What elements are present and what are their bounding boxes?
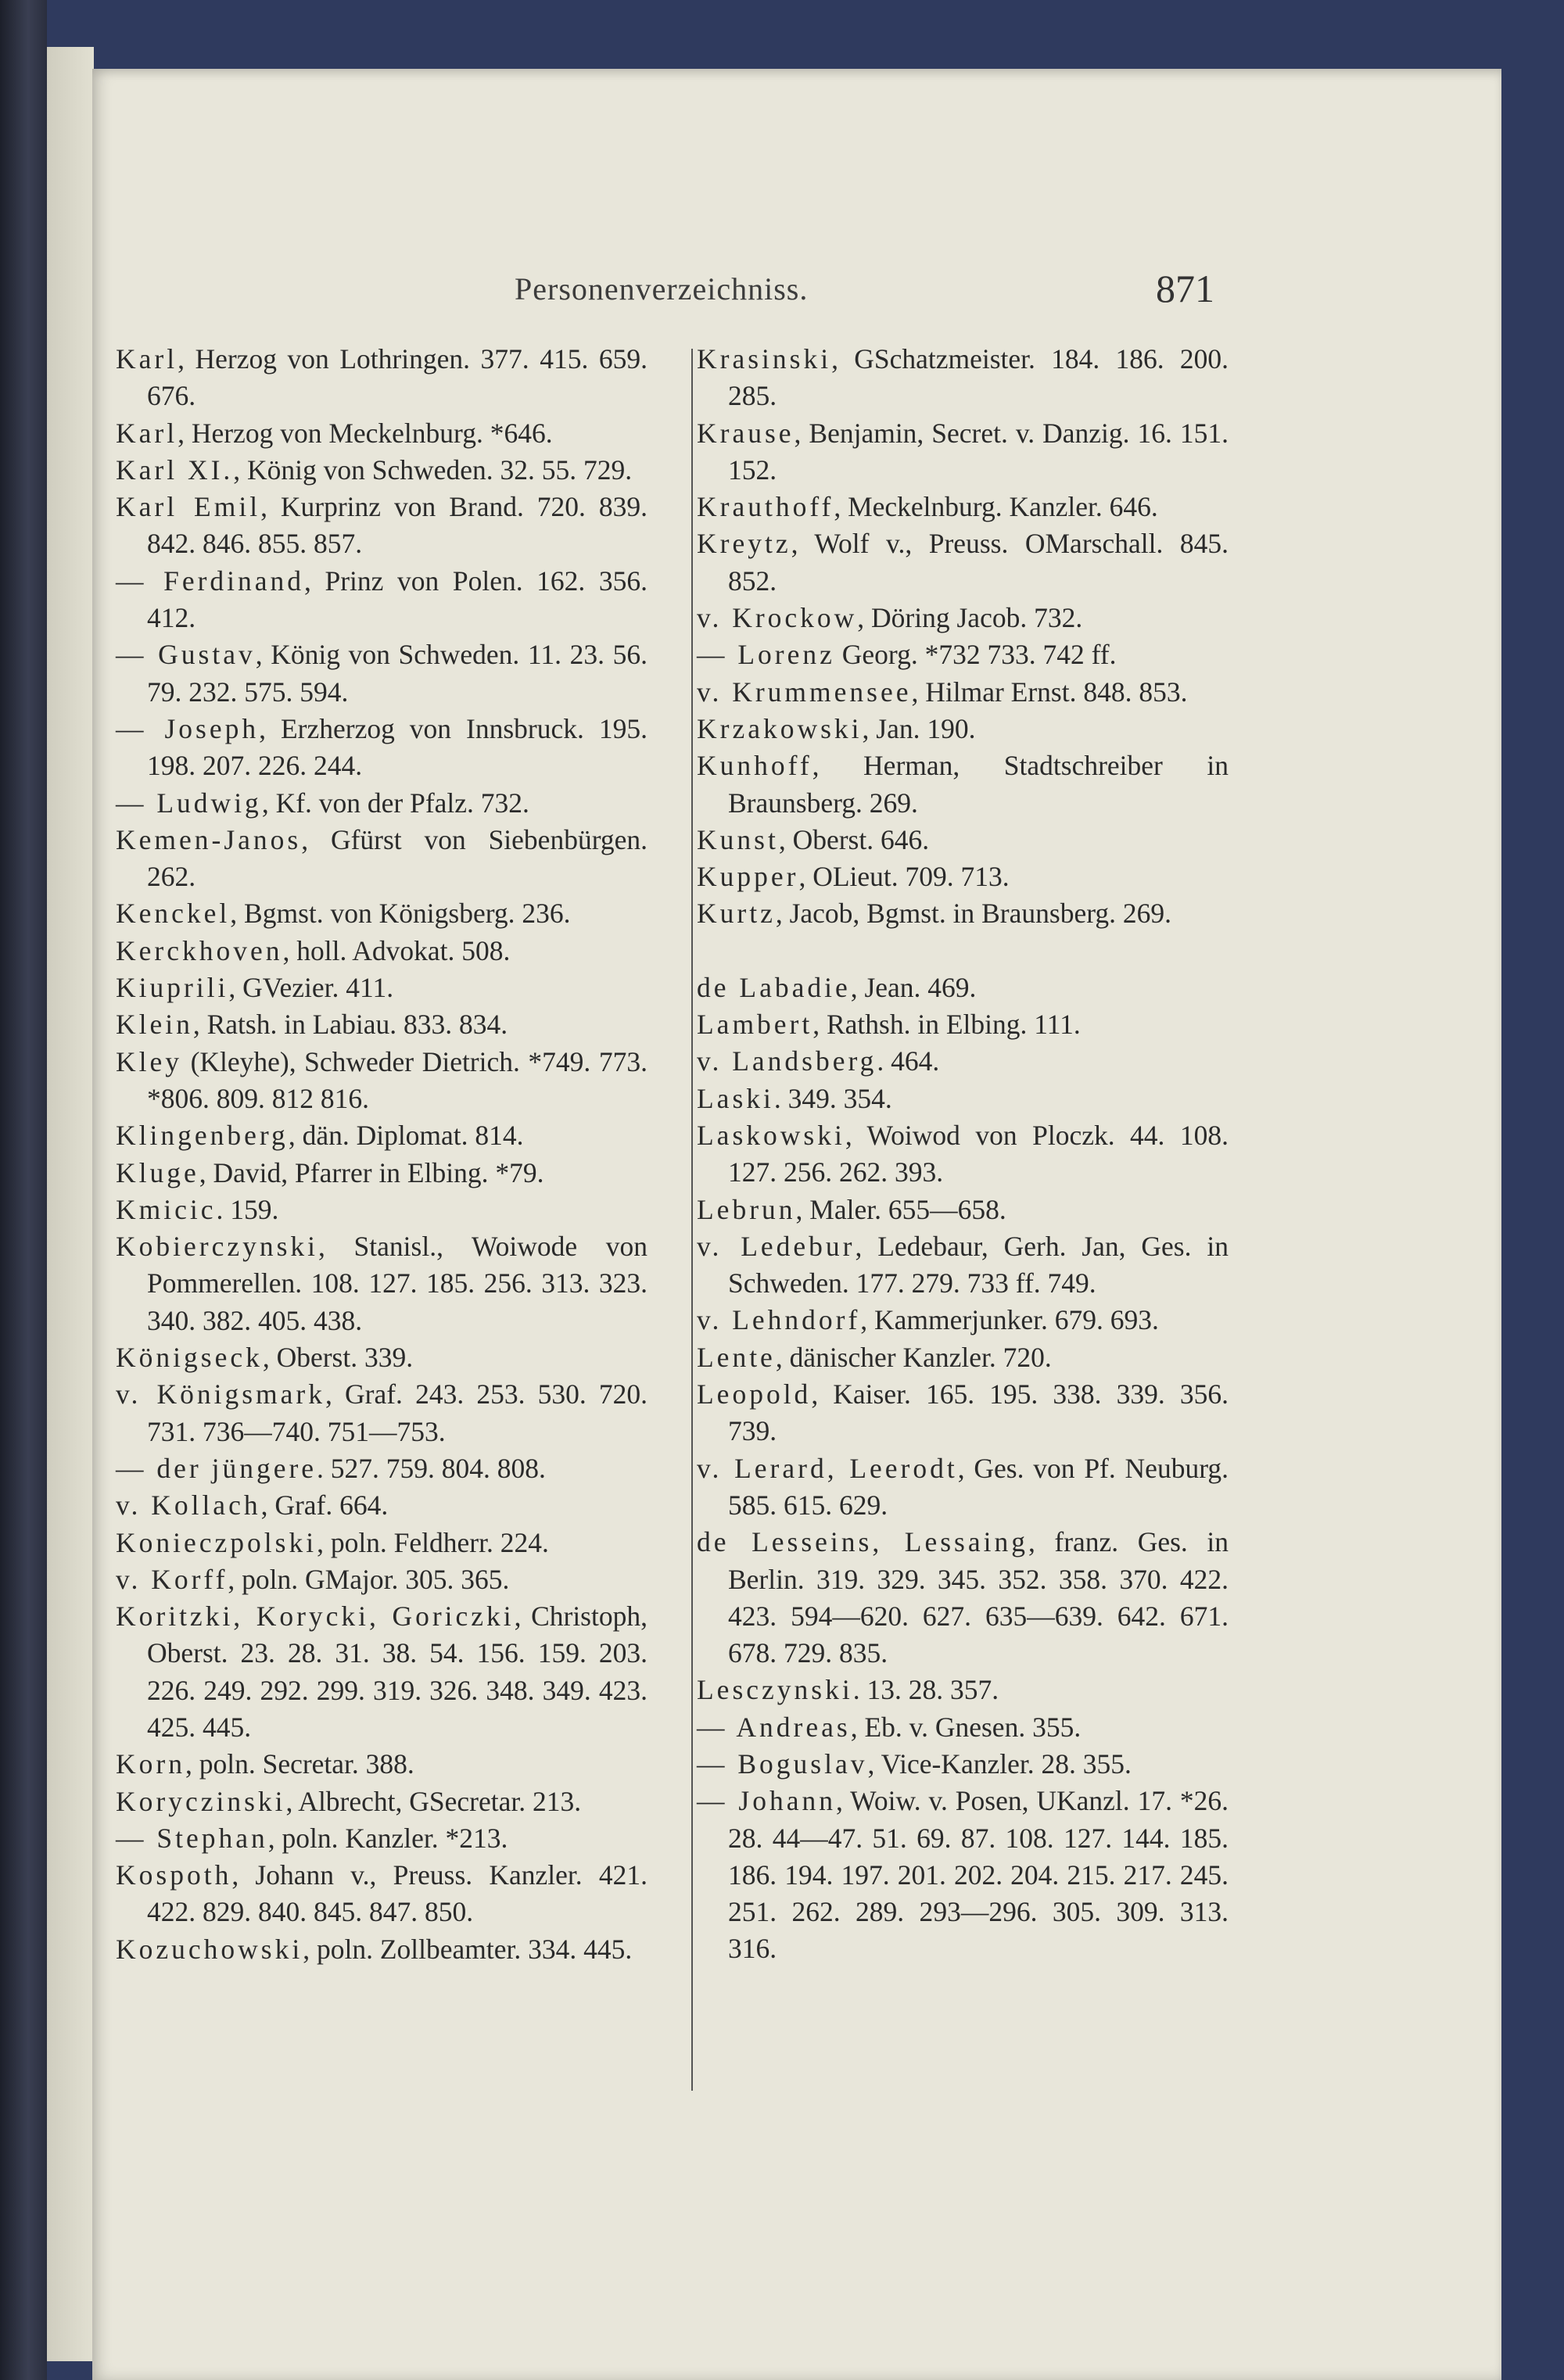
index-entry	[697, 341, 1229, 415]
entry-name: Kurtz	[697, 898, 776, 930]
entry-name: Kemen-Janos	[116, 823, 302, 855]
index-entry	[697, 674, 1229, 711]
entry-name: Kley	[116, 1045, 183, 1077]
index-entry	[697, 1746, 1229, 1783]
index-entry	[116, 1783, 647, 1820]
entry-detail: , GSchatzmeister. 184. 186. 200. 285.	[728, 343, 1229, 412]
entry-detail: , Jacob, Bgmst. in Braunsberg. 269.	[775, 898, 1172, 930]
index-entry	[116, 1487, 647, 1524]
index-column-left	[116, 341, 647, 1968]
entry-name: v. Lehndorf	[697, 1304, 861, 1336]
entry-name: Krzakowski	[697, 712, 863, 744]
entry-name: Krause	[697, 417, 795, 449]
entry-name: — Joseph	[116, 712, 260, 744]
entry-name: Lambert	[697, 1009, 813, 1041]
entry-name: Koritzki, Korycki, Goriczki	[116, 1600, 515, 1633]
entry-detail: , Meckelnburg. Kanzler. 646.	[834, 491, 1158, 523]
entry-name: Karl XI.	[116, 453, 234, 486]
index-entry	[116, 822, 647, 896]
entry-name: Lesczynski	[697, 1674, 853, 1706]
entry-name: v. Krockow	[697, 602, 858, 634]
entry-name: — Johann	[697, 1785, 836, 1817]
page-number: 871	[1156, 267, 1214, 310]
entry-detail: , Gfürst von Siebenbürgen. 262.	[147, 823, 647, 893]
index-entry	[116, 636, 647, 711]
entry-detail: , Wolf v., Preuss. OMarschall. 845. 852.	[728, 528, 1229, 597]
book-page	[92, 69, 1501, 2380]
entry-detail: , Prinz von Polen. 162. 356. 412.	[147, 565, 647, 634]
index-entry	[697, 858, 1229, 895]
index-column-right	[697, 341, 1229, 1968]
entry-detail: , Döring Jacob. 732.	[857, 602, 1083, 634]
entry-detail: , Kf. von der Pfalz. 732.	[261, 787, 529, 819]
entry-name: Klingenberg	[116, 1120, 289, 1152]
index-entry	[697, 747, 1229, 822]
index-entry	[697, 415, 1229, 489]
previous-page-edge	[47, 47, 94, 2361]
entry-detail: , Stanisl., Woiwode von Pommerellen. 108. 127. 185. 256. 313. 323. 340. 382. 405. 438.	[147, 1231, 647, 1336]
entry-detail: , Kaiser. 165. 195. 338. 339. 356. 739.	[728, 1378, 1229, 1447]
page-header	[92, 266, 1501, 313]
index-entry	[116, 1117, 647, 1154]
index-entry	[116, 1598, 647, 1746]
entry-name: Kobierczynski	[116, 1231, 319, 1263]
entry-name: Kozuchowski	[116, 1933, 303, 1965]
entry-name: — der jüngere	[116, 1452, 317, 1484]
entry-name: Karl Emil	[116, 491, 261, 523]
entry-detail: , König von Schweden. 11. 23. 56. 79. 232. 575. 594.	[147, 639, 647, 708]
entry-name: v. Ledebur	[697, 1230, 856, 1262]
entry-name: — Lorenz	[697, 639, 835, 671]
entry-detail: , Oberst. 646.	[778, 823, 930, 855]
entry-name: Krasinski	[697, 343, 832, 375]
index-entry	[697, 1672, 1229, 1708]
entry-detail: , König von Schweden. 32. 55. 729.	[233, 453, 633, 486]
index-entry	[116, 452, 647, 489]
entry-name: Kreytz	[697, 528, 791, 560]
index-entry	[697, 489, 1229, 525]
index-entry	[116, 1155, 647, 1192]
index-entry	[116, 1192, 647, 1228]
entry-detail: , holl. Advokat. 508.	[282, 934, 511, 966]
entry-detail: . 13. 28. 357.	[852, 1674, 999, 1706]
entry-name: Kospoth	[116, 1859, 232, 1891]
index-entry	[116, 341, 647, 415]
entry-detail: , Rathsh. in Elbing. 111.	[812, 1009, 1081, 1041]
entry-name: Laski	[697, 1082, 774, 1114]
entry-detail: , Hilmar Ernst. 848. 853.	[911, 676, 1188, 708]
entry-name: de Labadie	[697, 971, 851, 1003]
entry-detail: , Herzog von Lothringen. 377. 415. 659. 676.	[147, 343, 647, 412]
index-entry	[697, 1192, 1229, 1228]
entry-name: — Stephan	[116, 1822, 268, 1854]
entry-detail: . 527. 759. 804. 808.	[317, 1452, 546, 1484]
entry-detail: , Kammerjunker. 679. 693.	[860, 1304, 1159, 1336]
index-entry	[697, 1709, 1229, 1746]
entry-name: Kunhoff	[697, 750, 812, 782]
entry-name: v. Lerard, Leerodt	[697, 1452, 958, 1484]
index-entry	[697, 600, 1229, 636]
entry-detail: , poln. Feldherr. 224.	[317, 1526, 549, 1558]
entry-name: — Andreas	[697, 1711, 851, 1743]
entry-name: Lebrun	[697, 1193, 796, 1225]
index-entry	[116, 933, 647, 970]
entry-detail: , David, Pfarrer in Elbing. *79.	[199, 1156, 544, 1188]
index-entry	[116, 895, 647, 932]
index-entry	[116, 563, 647, 637]
entry-name: Koryczinski	[116, 1785, 286, 1817]
index-entry	[697, 1339, 1229, 1376]
entry-name: Korn	[116, 1748, 185, 1780]
entry-detail: . 349. 354.	[773, 1082, 892, 1114]
entry-detail: , Ledebaur, Gerh. Jan, Ges. in Schweden. 177. 279. 733 ff. 749.	[728, 1230, 1229, 1299]
entry-name: Klein	[116, 1009, 193, 1041]
entry-detail: , Albrecht, GSecretar. 213.	[285, 1785, 582, 1817]
entry-detail: , Erzherzog von Innsbruck. 195. 198. 207. 226. 244.	[147, 712, 647, 782]
index-entry	[697, 1043, 1229, 1080]
index-entry	[697, 1450, 1229, 1525]
index-entry	[116, 1820, 647, 1857]
index-entry	[697, 970, 1229, 1006]
book-binding	[0, 0, 47, 2380]
entry-detail: . 159.	[216, 1193, 279, 1225]
index-entry	[697, 1524, 1229, 1672]
index-entry	[697, 1006, 1229, 1043]
entry-detail: , poln. Secretar. 388.	[185, 1748, 414, 1780]
entry-detail: , poln. GMajor. 305. 365.	[228, 1563, 510, 1595]
entry-name: Karl	[116, 417, 178, 449]
index-entry	[697, 1228, 1229, 1303]
entry-detail: , Benjamin, Secret. v. Danzig. 16. 151. 152.	[728, 417, 1229, 486]
entry-detail: , Christoph, Oberst. 23. 28. 31. 38. 54. 156. 159. 203. 226. 249. 292. 299. 319. 326. 348. 349. 423. 425. 445.	[147, 1600, 647, 1743]
entry-detail: , GVezier. 411.	[228, 972, 394, 1004]
entry-name: — Gustav	[116, 639, 256, 671]
index-entry	[697, 525, 1229, 600]
entry-detail: , OLieut. 709. 713.	[798, 861, 1010, 893]
entry-name: de Lesseins, Lessaing	[697, 1526, 1028, 1558]
entry-detail: , Jean. 469.	[850, 971, 977, 1003]
index-entry	[116, 1376, 647, 1450]
entry-detail: , Ges. von Pf. Neuburg. 585. 615. 629.	[728, 1452, 1229, 1521]
entry-name: v. Kollach	[116, 1489, 261, 1522]
index-entry	[697, 711, 1229, 747]
index-entry	[116, 415, 647, 452]
entry-name: Leopold	[697, 1378, 812, 1410]
entry-detail: , Herzog von Meckelnburg. *646.	[178, 417, 553, 449]
entry-name: Krauthoff	[697, 491, 834, 523]
index-entry	[116, 785, 647, 822]
entry-detail: , Jan. 190.	[862, 712, 976, 744]
entry-name: — Ludwig	[116, 787, 262, 819]
index-entry	[116, 1228, 647, 1339]
entry-detail: . 464.	[877, 1045, 940, 1077]
entry-detail: (Kleyhe), Schweder Dietrich. *749. 773. *806. 809. 812 816.	[147, 1045, 647, 1114]
entry-detail: , Johann v., Preuss. Kanzler. 421. 422. 829. 840. 845. 847. 850.	[147, 1859, 647, 1928]
index-entry	[116, 970, 647, 1006]
entry-detail: , Kurprinz von Brand. 720. 839. 842. 846. 855. 857.	[147, 491, 647, 560]
entry-name: — Ferdinand	[116, 565, 305, 597]
entry-name: Kerckhoven	[116, 934, 283, 966]
index-entry	[697, 1081, 1229, 1117]
index-entry	[697, 1302, 1229, 1339]
entry-name: v. Landsberg	[697, 1045, 877, 1077]
index-entry	[116, 489, 647, 563]
entry-detail: , poln. Zollbeamter. 334. 445.	[303, 1933, 633, 1965]
entry-detail: Georg. *732 733. 742 ff.	[834, 639, 1117, 671]
entry-detail: , Bgmst. von Königsberg. 236.	[230, 898, 571, 930]
index-entry	[116, 1525, 647, 1561]
entry-detail: , Ratsh. in Labiau. 833. 834.	[192, 1009, 508, 1041]
entry-name: Kluge	[116, 1156, 199, 1188]
entry-detail: , Oberst. 339.	[262, 1342, 414, 1374]
entry-name: — Boguslav	[697, 1747, 868, 1780]
running-title: Personenverzeichniss.	[515, 271, 809, 306]
entry-detail: , Herman, Stadtschreiber in Braunsberg. 269.	[728, 750, 1229, 819]
entry-name: Kmicic	[116, 1193, 217, 1225]
index-entry	[116, 1450, 647, 1487]
entry-name: Kupper	[697, 861, 799, 893]
entry-name: Kunst	[697, 823, 779, 855]
entry-name: Konieczpolski	[116, 1526, 317, 1558]
index-entry	[116, 1006, 647, 1043]
entry-name: Königseck	[116, 1342, 263, 1374]
entry-detail: , Woiwod von Ploczk. 44. 108. 127. 256. 262. 393.	[728, 1119, 1229, 1188]
index-entry	[116, 1857, 647, 1931]
entry-name: Laskowski	[697, 1119, 845, 1151]
entry-name: Kiuprili	[116, 972, 229, 1004]
entry-name: Karl	[116, 343, 178, 375]
index-entry	[697, 636, 1229, 673]
entry-name: v. Korff	[116, 1563, 228, 1595]
index-entry	[116, 1044, 647, 1118]
index-entry	[116, 1339, 647, 1376]
index-entry	[697, 1117, 1229, 1192]
entry-detail: , Graf. 243. 253. 530. 720. 731. 736—740. 751—753.	[147, 1378, 648, 1447]
entry-detail: , Vice-Kanzler. 28. 355.	[867, 1747, 1132, 1780]
entry-detail: , poln. Kanzler. *213.	[267, 1822, 508, 1854]
index-entry	[116, 1746, 647, 1783]
entry-name: Lente	[697, 1341, 776, 1373]
index-entry	[697, 895, 1229, 932]
column-divider	[691, 349, 693, 2091]
entry-detail: , dän. Diplomat. 814.	[288, 1120, 524, 1152]
index-entry	[116, 1931, 647, 1968]
entry-name: v. Königsmark	[116, 1378, 325, 1410]
index-entry	[697, 1783, 1229, 1967]
entry-name: v. Krummensee	[697, 676, 912, 708]
entry-detail: , Maler. 655—658.	[795, 1193, 1006, 1225]
entry-detail: , Woiw. v. Posen, UKanzl. 17. *26. 28. 44—47. 51. 69. 87. 108. 127. 144. 185. 186. 194. 197. 201. 202. 204. 215. 217. 245. 251. 262. 289. 293—296. 305. 309. 313. 316.	[728, 1785, 1229, 1965]
entry-detail: , Eb. v. Gnesen. 355.	[850, 1711, 1082, 1743]
index-entry	[697, 1376, 1229, 1450]
entry-detail: , dänischer Kanzler. 720.	[775, 1341, 1052, 1373]
index-entry	[116, 711, 647, 785]
entry-detail: , Graf. 664.	[260, 1489, 389, 1522]
entry-detail: , franz. Ges. in Berlin. 319. 329. 345. 352. 358. 370. 422. 423. 594—620. 627. 635—639. 642. 671. 678. 729. 835.	[728, 1526, 1229, 1669]
index-entry	[697, 822, 1229, 858]
index-entry	[116, 1561, 647, 1598]
entry-name: Kenckel	[116, 898, 231, 930]
